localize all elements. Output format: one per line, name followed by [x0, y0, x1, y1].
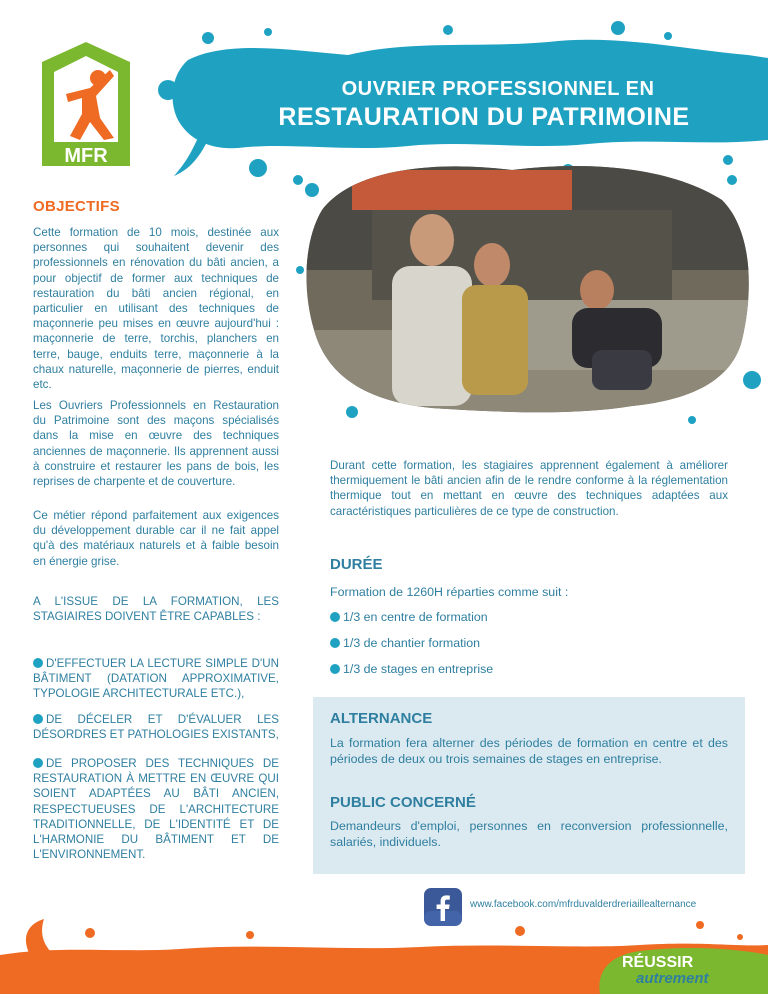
duree-item — [330, 662, 493, 676]
bullet-dot-icon — [33, 714, 43, 724]
alternance-heading: ALTERNANCE — [330, 710, 433, 727]
duree-heading: DURÉE — [330, 556, 383, 573]
logo-text: MFR — [64, 145, 108, 166]
duree-item — [330, 636, 480, 650]
public-text: Demandeurs d'emploi, personnes en reconversion professionnelle, salariés, individuels. — [330, 819, 728, 849]
title-line-2: RESTAURATION DU PATRIMOINE — [278, 103, 690, 131]
objectifs-heading: OBJECTIFS — [33, 198, 120, 215]
capable-item-text: DE DÉCELER ET D'ÉVALUER LES DÉSORDRES ET PATHOLOGIES EXISTANTS, — [33, 713, 279, 742]
bullet-dot-icon — [330, 664, 340, 674]
capable-item — [33, 656, 279, 702]
facebook-link[interactable]: www.facebook.com/mfrduvalderdreriaillealternance — [470, 899, 697, 910]
bullet-dot-icon — [330, 612, 340, 622]
bullet-dot-icon — [330, 638, 340, 648]
alternance-text: La formation fera alterner des périodes de formation en centre et des périodes de deux ou trois semaines de stages en entreprise. — [330, 736, 728, 766]
workers-photo — [292, 150, 764, 435]
capable-item — [33, 712, 279, 742]
title-line-1: OUVRIER PROFESSIONNEL EN — [341, 78, 655, 100]
duree-intro: Formation de 1260H réparties comme suit : — [330, 585, 569, 599]
capables-intro: A L'ISSUE DE LA FORMATION, LES STAGIAIRES DOIVENT ÊTRE CAPABLES : — [33, 595, 279, 624]
footer-reussir: RÉUSSIR — [622, 954, 694, 971]
bullet-dot-icon — [33, 758, 43, 768]
duree-item-text: 1/3 de chantier formation — [343, 636, 481, 650]
public-heading: PUBLIC CONCERNÉ — [330, 794, 476, 811]
durant-paragraph: Durant cette formation, les stagiaires apprennent également à améliorer thermiquement le bâti ancien afin de le rendre conforme à la réglementation thermique tout en mettant en œuvre des techniques adaptées aux caractéristiques particulières de ce type de construction. — [330, 459, 728, 518]
objectifs-paragraph-3: Ce métier répond parfaitement aux exigences du développement durable car il ne fait appel qu'à des matériaux naturels et à faible besoin en énergie grise. — [33, 509, 279, 568]
duree-item-text: 1/3 en centre de formation — [343, 610, 488, 624]
objectifs-paragraph-2: Les Ouvriers Professionnels en Restauration du Patrimoine sont des maçons spécialisés dans la mise en œuvre des techniques anciennes de maçonnerie. Ils apprennent aussi à construire et restaurer les pans de bois, les reprises de charpente et de couverture. — [33, 399, 279, 489]
duree-item-text: 1/3 de stages en entreprise — [343, 662, 494, 676]
capable-item-text: D'EFFECTUER LA LECTURE SIMPLE D'UN BÂTIMENT (DATATION APPROXIMATIVE, TYPOLOGIE ARCHITECTURALE ETC.), — [33, 657, 279, 701]
objectifs-paragraph-1: Cette formation de 10 mois, destinée aux personnes qui souhaitent devenir des professionnels en rénovation du bâti ancien, a pour objectif de former aux techniques de restauration du bâti ancien régional, en particulier en utilisant des techniques de maçonnerie peu mises en œuvre aujourd'hui : maçonnerie de terre, torchis, planchers en terre, bauge, enduits terre, maçonnerie à la chaux naturelle, maçonnerie de pierres, enduit etc. — [33, 226, 279, 392]
footer-autrement: autrement — [636, 970, 709, 987]
capable-item-text: DE PROPOSER DES TECHNIQUES DE RESTAURATION À METTRE EN ŒUVRE QUI SOIENT ADAPTÉES AU BÂTI ANCIEN, RESPECTUEUSES DE L'ARCHITECTURE TRADITIONNELLE, DE L'IDENTITÉ ET DE L'HARMONIE DU BÂTIMENT ET DE L'ENVIRONNEMENT. — [33, 757, 279, 862]
capable-item — [33, 756, 279, 862]
mfr-logo — [40, 42, 132, 166]
bullet-dot-icon — [33, 658, 43, 668]
duree-item — [330, 610, 488, 624]
